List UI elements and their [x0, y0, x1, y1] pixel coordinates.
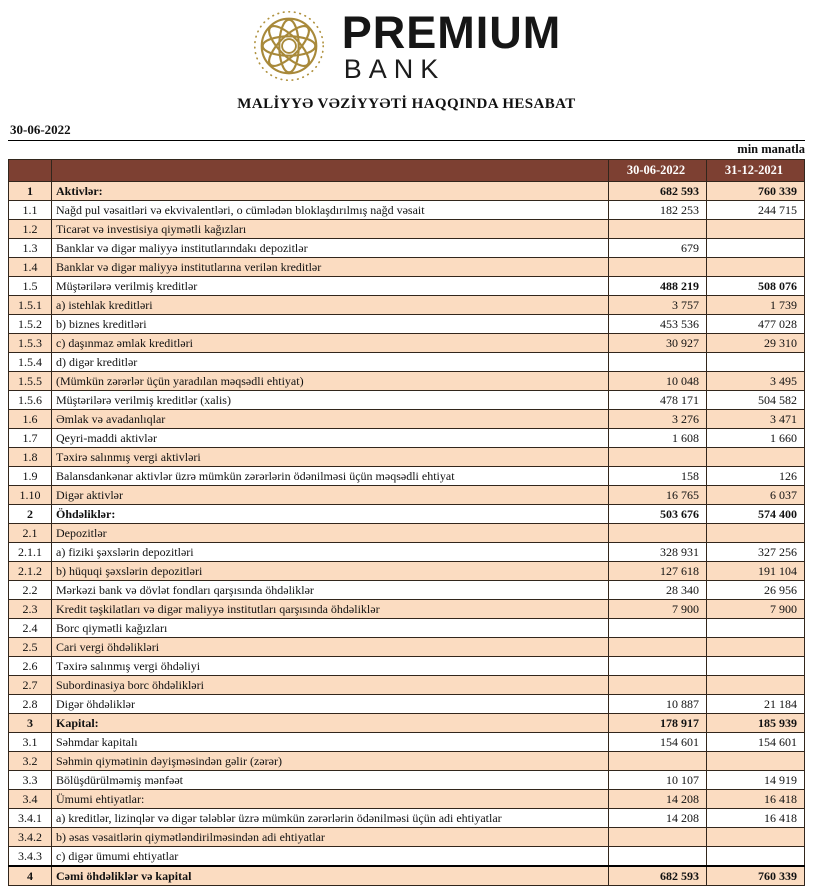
row-value-prior: 760 339 [707, 866, 805, 886]
table-row [9, 600, 805, 619]
row-value-current [609, 676, 707, 695]
row-number: 2.6 [9, 657, 52, 676]
row-value-current [609, 448, 707, 467]
row-value-current: 127 618 [609, 562, 707, 581]
table-row [9, 581, 805, 600]
row-number: 1.4 [9, 258, 52, 277]
table-row [9, 505, 805, 524]
row-number: 3.4.3 [9, 847, 52, 867]
row-number: 2 [9, 505, 52, 524]
table-row [9, 619, 805, 638]
row-value-prior: 327 256 [707, 543, 805, 562]
row-label: d) digər kreditlər [52, 353, 609, 372]
table-row [9, 486, 805, 505]
table-row [9, 524, 805, 543]
row-label: a) kreditlər, lizinqlər və digər tələblər üzrə mümkün zərərlərin ödənilməsi üçün adi ehtiyatlar [52, 809, 609, 828]
table-row [9, 334, 805, 353]
row-label: Öhdəliklər: [52, 505, 609, 524]
row-value-prior: 3 471 [707, 410, 805, 429]
row-label: Borc qiymətli kağızları [52, 619, 609, 638]
row-value-current: 682 593 [609, 182, 707, 201]
table-row [9, 467, 805, 486]
row-number: 2.4 [9, 619, 52, 638]
unit-label: min manatla [737, 142, 805, 156]
row-label: Ümumi ehtiyatlar: [52, 790, 609, 809]
row-label: a) fiziki şəxslərin depozitləri [52, 543, 609, 562]
header-cell-description [52, 160, 609, 182]
row-number: 1.2 [9, 220, 52, 239]
row-value-prior [707, 619, 805, 638]
row-number: 2.1 [9, 524, 52, 543]
row-number: 2.2 [9, 581, 52, 600]
table-row [9, 277, 805, 296]
row-label: b) hüquqi şəxslərin depozitləri [52, 562, 609, 581]
row-value-prior [707, 239, 805, 258]
row-value-current [609, 619, 707, 638]
row-value-prior: 26 956 [707, 581, 805, 600]
row-value-current: 3 757 [609, 296, 707, 315]
row-value-current: 10 107 [609, 771, 707, 790]
table-row [9, 220, 805, 239]
table-row [9, 562, 805, 581]
row-label: c) daşınmaz əmlak kreditləri [52, 334, 609, 353]
row-value-current [609, 657, 707, 676]
report-title: MALİYYƏ VƏZİYYƏTİ HAQQINDA HESABAT [237, 96, 576, 112]
row-label: Balansdankənar aktivlər üzrə mümkün zərərlərin ödənilməsi üçün məqsədli ehtiyat [52, 467, 609, 486]
table-row [9, 239, 805, 258]
table-row [9, 391, 805, 410]
row-value-current [609, 258, 707, 277]
row-value-current: 178 917 [609, 714, 707, 733]
row-value-prior: 1 660 [707, 429, 805, 448]
row-value-current: 3 276 [609, 410, 707, 429]
row-number: 1.5.3 [9, 334, 52, 353]
row-value-prior [707, 638, 805, 657]
row-value-current [609, 524, 707, 543]
table-row [9, 410, 805, 429]
report-date [8, 122, 805, 141]
row-number: 1 [9, 182, 52, 201]
row-number: 2.7 [9, 676, 52, 695]
table-header-row [9, 160, 805, 182]
row-value-prior: 154 601 [707, 733, 805, 752]
row-number: 3.4.2 [9, 828, 52, 847]
row-value-current: 478 171 [609, 391, 707, 410]
table-row [9, 771, 805, 790]
row-label: Təxirə salınmış vergi aktivləri [52, 448, 609, 467]
row-label: Səhmdar kapitalı [52, 733, 609, 752]
row-number: 2.1.1 [9, 543, 52, 562]
row-value-current: 453 536 [609, 315, 707, 334]
row-number: 1.10 [9, 486, 52, 505]
row-value-prior: 504 582 [707, 391, 805, 410]
row-value-prior [707, 220, 805, 239]
row-value-prior [707, 448, 805, 467]
row-value-prior: 191 104 [707, 562, 805, 581]
row-number: 1.7 [9, 429, 52, 448]
table-row [9, 353, 805, 372]
row-number: 1.5.5 [9, 372, 52, 391]
row-value-prior: 6 037 [707, 486, 805, 505]
row-value-current: 679 [609, 239, 707, 258]
row-label: Qeyri-maddi aktivlər [52, 429, 609, 448]
logo-brand-text: PREMIUM [341, 6, 562, 58]
row-value-prior [707, 847, 805, 867]
row-number: 1.5.1 [9, 296, 52, 315]
row-label: Səhmin qiymətinin dəyişməsindən gəlir (zərər) [52, 752, 609, 771]
table-row [9, 543, 805, 562]
bank-logo [0, 0, 813, 87]
row-value-current: 14 208 [609, 809, 707, 828]
row-value-prior [707, 524, 805, 543]
row-value-current: 28 340 [609, 581, 707, 600]
row-value-prior: 126 [707, 467, 805, 486]
row-label: Ticarət və investisiya qiymətli kağızları [52, 220, 609, 239]
row-label: b) əsas vəsaitlərin qiymətləndirilməsindən adi ehtiyatlar [52, 828, 609, 847]
row-value-prior: 1 739 [707, 296, 805, 315]
table-row [9, 733, 805, 752]
table-row [9, 201, 805, 220]
table-row [9, 657, 805, 676]
table-row [9, 315, 805, 334]
table-row [9, 866, 805, 886]
row-label: Depozitlər [52, 524, 609, 543]
table-row [9, 676, 805, 695]
table-row [9, 258, 805, 277]
row-value-current: 503 676 [609, 505, 707, 524]
row-number: 3.4.1 [9, 809, 52, 828]
row-value-prior: 508 076 [707, 277, 805, 296]
table-row [9, 296, 805, 315]
row-label: Təxirə salınmış vergi öhdəliyi [52, 657, 609, 676]
row-number: 3.1 [9, 733, 52, 752]
row-value-current: 10 887 [609, 695, 707, 714]
row-value-prior: 29 310 [707, 334, 805, 353]
row-label: Müştərilərə verilmiş kreditlər (xalis) [52, 391, 609, 410]
table-row [9, 448, 805, 467]
row-number: 2.8 [9, 695, 52, 714]
row-label: Subordinasiya borc öhdəlikləri [52, 676, 609, 695]
row-value-current: 682 593 [609, 866, 707, 886]
row-value-current: 154 601 [609, 733, 707, 752]
row-value-prior: 16 418 [707, 790, 805, 809]
financial-position-table [8, 159, 805, 886]
row-number: 3 [9, 714, 52, 733]
row-value-prior: 7 900 [707, 600, 805, 619]
row-value-current: 7 900 [609, 600, 707, 619]
row-label: Mərkəzi bank və dövlət fondları qarşısında öhdəliklər [52, 581, 609, 600]
row-label: Banklar və digər maliyyə institutlarına verilən kreditlər [52, 258, 609, 277]
header-cell-prior-period: 31-12-2021 [707, 160, 805, 182]
table-row [9, 752, 805, 771]
row-number: 4 [9, 866, 52, 886]
row-value-prior [707, 353, 805, 372]
row-value-current: 158 [609, 467, 707, 486]
header-cell-number [9, 160, 52, 182]
row-value-current: 30 927 [609, 334, 707, 353]
row-value-prior: 16 418 [707, 809, 805, 828]
row-value-prior [707, 676, 805, 695]
row-label: Banklar və digər maliyyə institutlarındakı depozitlər [52, 239, 609, 258]
row-number: 1.6 [9, 410, 52, 429]
row-label: Kapital: [52, 714, 609, 733]
row-value-current: 488 219 [609, 277, 707, 296]
row-label: (Mümkün zərərlər üçün yaradılan məqsədli ehtiyat) [52, 372, 609, 391]
table-row [9, 429, 805, 448]
table-row [9, 182, 805, 201]
row-label: b) biznes kreditləri [52, 315, 609, 334]
row-number: 1.5 [9, 277, 52, 296]
row-number: 1.5.4 [9, 353, 52, 372]
row-value-current: 10 048 [609, 372, 707, 391]
row-number: 2.3 [9, 600, 52, 619]
row-label: Nağd pul vəsaitləri və ekvivalentləri, o cümlədən bloklaşdırılmış nağd vəsait [52, 201, 609, 220]
row-number: 1.5.2 [9, 315, 52, 334]
row-value-prior: 3 495 [707, 372, 805, 391]
table-row [9, 828, 805, 847]
row-label: Digər aktivlər [52, 486, 609, 505]
row-number: 1.1 [9, 201, 52, 220]
row-value-current [609, 828, 707, 847]
row-value-prior: 574 400 [707, 505, 805, 524]
table-row [9, 847, 805, 867]
row-label: Əmlak və avadanlıqlar [52, 410, 609, 429]
row-value-prior: 760 339 [707, 182, 805, 201]
logo-text [341, 6, 562, 84]
row-number: 1.3 [9, 239, 52, 258]
table-row [9, 372, 805, 391]
row-label: c) digər ümumi ehtiyatlar [52, 847, 609, 867]
row-label: Bölüşdürülməmiş mənfəət [52, 771, 609, 790]
row-value-current: 328 931 [609, 543, 707, 562]
row-value-prior: 21 184 [707, 695, 805, 714]
table-row [9, 790, 805, 809]
row-number: 1.8 [9, 448, 52, 467]
row-number: 3.2 [9, 752, 52, 771]
row-value-current: 14 208 [609, 790, 707, 809]
row-number: 2.1.2 [9, 562, 52, 581]
table-row [9, 714, 805, 733]
row-value-current [609, 847, 707, 867]
table-row [9, 809, 805, 828]
row-value-prior: 14 919 [707, 771, 805, 790]
row-number: 3.3 [9, 771, 52, 790]
logo-sub-text: BANK [343, 53, 446, 84]
row-number: 2.5 [9, 638, 52, 657]
row-value-current: 1 608 [609, 429, 707, 448]
celtic-knot-medallion-icon [252, 9, 326, 83]
row-value-current [609, 353, 707, 372]
row-label: Müştərilərə verilmiş kreditlər [52, 277, 609, 296]
row-number: 3.4 [9, 790, 52, 809]
row-value-prior: 244 715 [707, 201, 805, 220]
row-value-current [609, 220, 707, 239]
row-label: Aktivlər: [52, 182, 609, 201]
header-cell-current-period: 30-06-2022 [609, 160, 707, 182]
table-row [9, 695, 805, 714]
row-label: Digər öhdəliklər [52, 695, 609, 714]
row-value-current: 182 253 [609, 201, 707, 220]
row-number: 1.9 [9, 467, 52, 486]
financial-table-body [9, 182, 805, 886]
table-row [9, 638, 805, 657]
row-label: Kredit təşkilatları və digər maliyyə institutları qarşısında öhdəliklər [52, 600, 609, 619]
row-value-prior: 477 028 [707, 315, 805, 334]
row-label: a) istehlak kreditləri [52, 296, 609, 315]
row-value-prior [707, 828, 805, 847]
row-value-prior [707, 752, 805, 771]
row-value-prior: 185 939 [707, 714, 805, 733]
row-value-prior [707, 657, 805, 676]
row-value-current: 16 765 [609, 486, 707, 505]
report-date-text: 30-06-2022 [10, 122, 71, 137]
row-label: Cəmi öhdəliklər və kapital [52, 866, 609, 886]
row-label: Cari vergi öhdəlikləri [52, 638, 609, 657]
row-value-current [609, 752, 707, 771]
row-number: 1.5.6 [9, 391, 52, 410]
row-value-prior [707, 258, 805, 277]
row-value-current [609, 638, 707, 657]
